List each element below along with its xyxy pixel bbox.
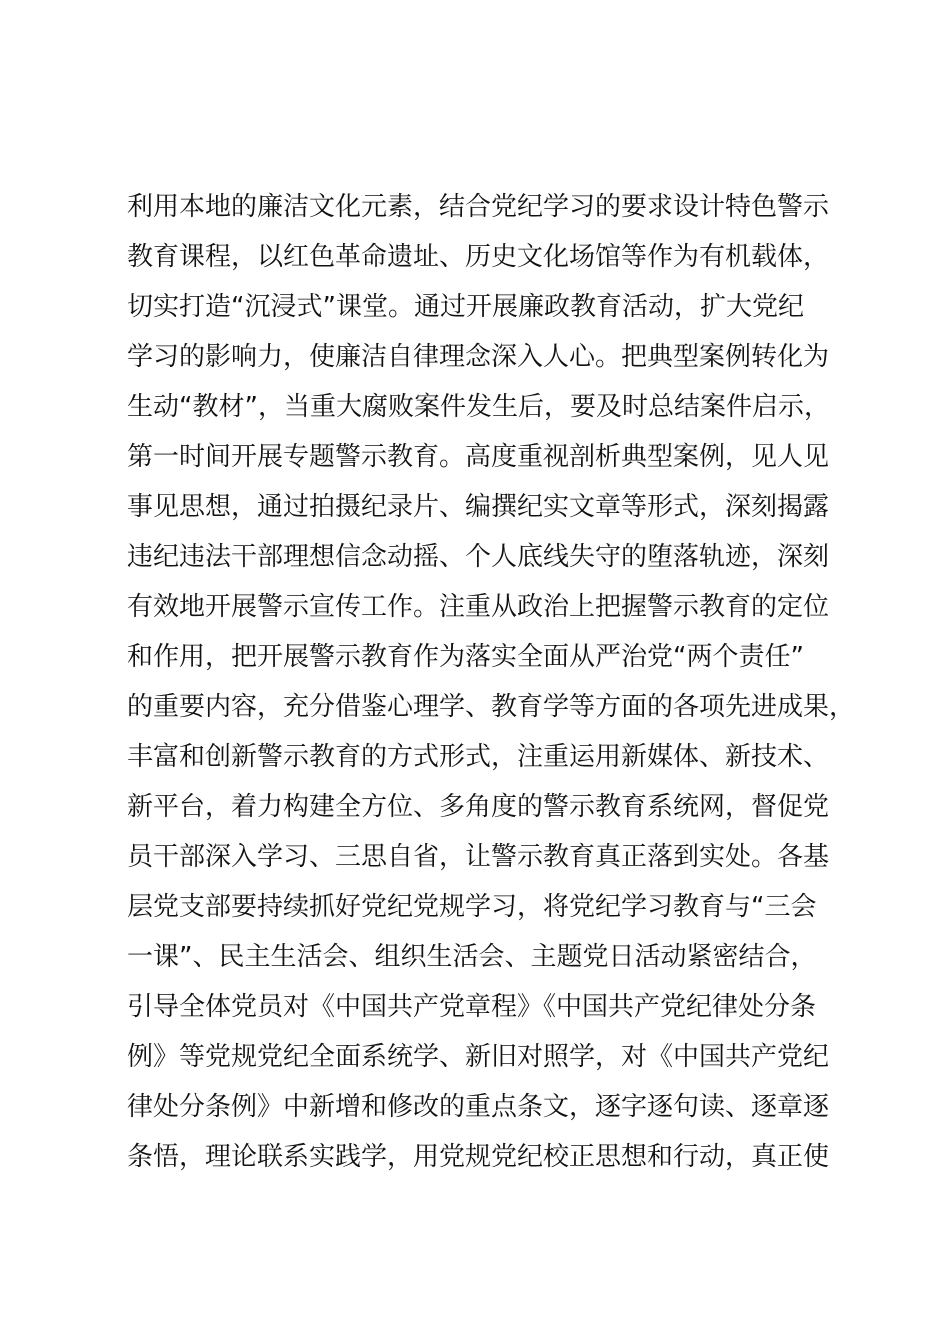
text-line: 和作用，把开展警示教育作为落实全面从严治党“两个责任” <box>127 642 804 672</box>
text-line: 层党支部要持续抓好党纪党规学习，将党纪学习教育与“三会 <box>127 892 817 922</box>
body-paragraph <box>127 182 867 1182</box>
text-line: 一课”、民主生活会、组织生活会、主题党日活动紧密结合， <box>127 942 817 972</box>
text-line: 违纪违法干部理想信念动摇、个人底线失守的堕落轨迹，深刻 <box>127 542 830 572</box>
text-line: 事见思想，通过拍摄纪录片、编撰纪实文章等形式，深刻揭露 <box>127 492 830 522</box>
text-line: 学习的影响力，使廉洁自律理念深入人心。把典型案例转化为 <box>127 342 830 372</box>
text-line: 律处分条例》中新增和修改的重点条文，逐字逐句读、逐章逐 <box>127 1092 830 1122</box>
text-line: 生动“教材”，当重大腐败案件发生后，要及时总结案件启示， <box>127 392 830 422</box>
text-line: 第一时间开展专题警示教育。高度重视剖析典型案例，见人见 <box>127 442 830 472</box>
text-line: 的重要内容，充分借鉴心理学、教育学等方面的各项先进成果， <box>127 692 856 722</box>
text-line: 员干部深入学习、三思自省，让警示教育真正落到实处。各基 <box>127 842 830 872</box>
text-line: 新平台，着力构建全方位、多角度的警示教育系统网，督促党 <box>127 792 830 822</box>
text-line: 引导全体党员对《中国共产党章程》《中国共产党纪律处分条 <box>127 992 817 1022</box>
text-line: 教育课程，以红色革命遗址、历史文化场馆等作为有机载体， <box>127 242 830 272</box>
text-line: 丰富和创新警示教育的方式形式，注重运用新媒体、新技术、 <box>127 742 830 772</box>
text-line: 利用本地的廉洁文化元素，结合党纪学习的要求设计特色警示 <box>127 192 830 222</box>
text-line: 切实打造“沉浸式”课堂。通过开展廉政教育活动，扩大党纪 <box>127 292 804 322</box>
text-line: 例》等党规党纪全面系统学、新旧对照学，对《中国共产党纪 <box>127 1042 830 1072</box>
text-line: 有效地开展警示宣传工作。注重从政治上把握警示教育的定位 <box>127 592 830 622</box>
text-line: 条悟，理论联系实践学，用党规党纪校正思想和行动，真正使 <box>127 1142 830 1172</box>
